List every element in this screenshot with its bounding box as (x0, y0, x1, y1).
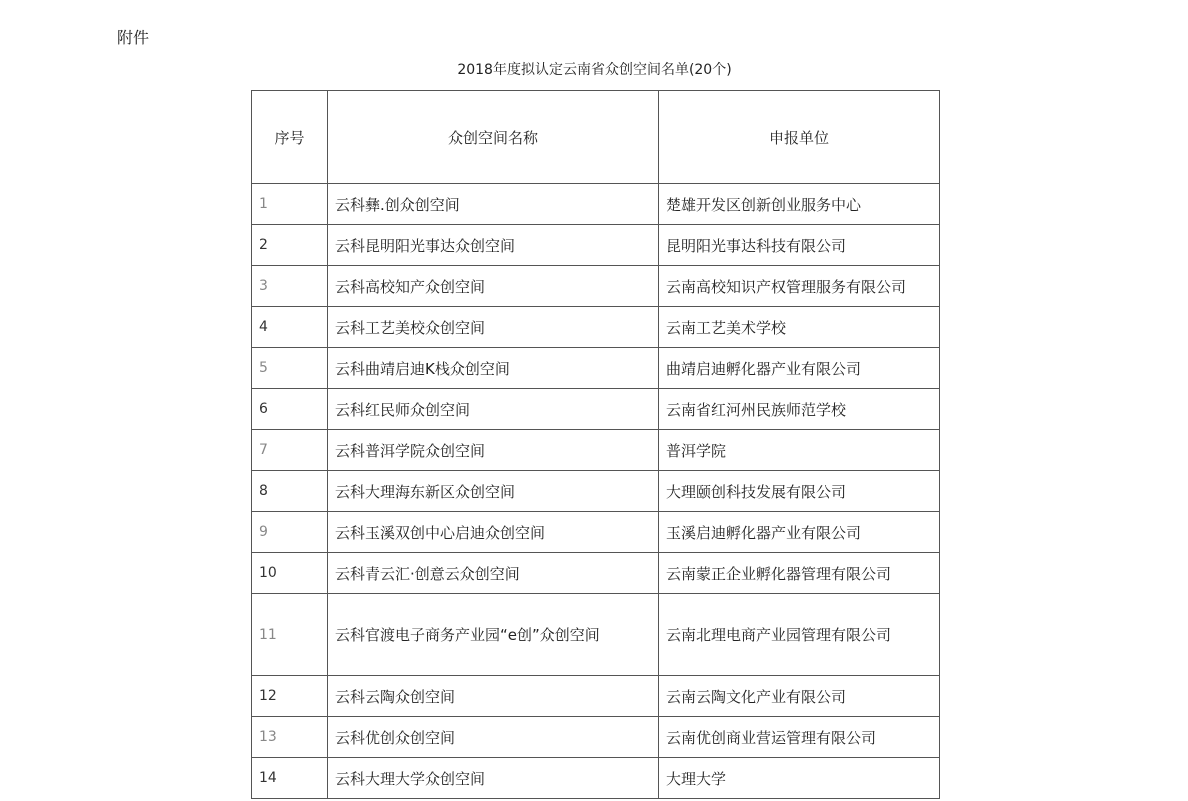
table-row (252, 512, 940, 553)
space-name: 云科红民师众创空间 (328, 389, 659, 430)
applicant-unit: 楚雄开发区创新创业服务中心 (659, 184, 940, 225)
maker-space-table (251, 90, 940, 799)
applicant-unit: 昆明阳光事达科技有限公司 (659, 225, 940, 266)
table-row (252, 307, 940, 348)
table-row (252, 594, 940, 676)
applicant-unit: 大理大学 (659, 758, 940, 799)
table-row (252, 266, 940, 307)
table-row (252, 471, 940, 512)
row-number: 2 (252, 225, 328, 266)
space-name: 云科大理大学众创空间 (328, 758, 659, 799)
space-name: 云科大理海东新区众创空间 (328, 471, 659, 512)
row-number: 8 (252, 471, 328, 512)
table-row (252, 553, 940, 594)
row-number: 10 (252, 553, 328, 594)
table-row (252, 184, 940, 225)
space-name: 云科普洱学院众创空间 (328, 430, 659, 471)
row-number: 4 (252, 307, 328, 348)
applicant-unit: 大理颐创科技发展有限公司 (659, 471, 940, 512)
table-row (252, 348, 940, 389)
applicant-unit: 云南高校知识产权管理服务有限公司 (659, 266, 940, 307)
document-title: 2018年度拟认定云南省众创空间名单(20个) (457, 62, 732, 78)
row-number: 14 (252, 758, 328, 799)
row-number: 11 (252, 594, 328, 676)
space-name: 云科优创众创空间 (328, 717, 659, 758)
row-number: 9 (252, 512, 328, 553)
space-name: 云科云陶众创空间 (328, 676, 659, 717)
applicant-unit: 玉溪启迪孵化器产业有限公司 (659, 512, 940, 553)
applicant-unit: 云南工艺美术学校 (659, 307, 940, 348)
header-space-name: 众创空间名称 (328, 91, 659, 184)
space-name: 云科昆明阳光事达众创空间 (328, 225, 659, 266)
table-row (252, 717, 940, 758)
row-number: 7 (252, 430, 328, 471)
applicant-unit: 云南优创商业营运管理有限公司 (659, 717, 940, 758)
row-number: 13 (252, 717, 328, 758)
space-name: 云科工艺美校众创空间 (328, 307, 659, 348)
table-header-row (252, 91, 940, 184)
applicant-unit: 普洱学院 (659, 430, 940, 471)
applicant-unit: 云南省红河州民族师范学校 (659, 389, 940, 430)
table-row (252, 389, 940, 430)
header-applicant-unit: 申报单位 (659, 91, 940, 184)
table-row (252, 758, 940, 799)
table-row (252, 430, 940, 471)
applicant-unit: 云南北理电商产业园管理有限公司 (659, 594, 940, 676)
applicant-unit: 曲靖启迪孵化器产业有限公司 (659, 348, 940, 389)
row-number: 12 (252, 676, 328, 717)
space-name: 云科曲靖启迪K栈众创空间 (328, 348, 659, 389)
space-name: 云科官渡电子商务产业园“e创”众创空间 (328, 594, 659, 676)
space-name: 云科彝.创众创空间 (328, 184, 659, 225)
row-number: 1 (252, 184, 328, 225)
attachment-label: 附件 (117, 28, 150, 47)
space-name: 云科青云汇·创意云众创空间 (328, 553, 659, 594)
table-row (252, 676, 940, 717)
header-serial-number: 序号 (252, 91, 328, 184)
table-row (252, 225, 940, 266)
row-number: 6 (252, 389, 328, 430)
space-name: 云科高校知产众创空间 (328, 266, 659, 307)
applicant-unit: 云南云陶文化产业有限公司 (659, 676, 940, 717)
space-name: 云科玉溪双创中心启迪众创空间 (328, 512, 659, 553)
row-number: 3 (252, 266, 328, 307)
applicant-unit: 云南蒙正企业孵化器管理有限公司 (659, 553, 940, 594)
row-number: 5 (252, 348, 328, 389)
